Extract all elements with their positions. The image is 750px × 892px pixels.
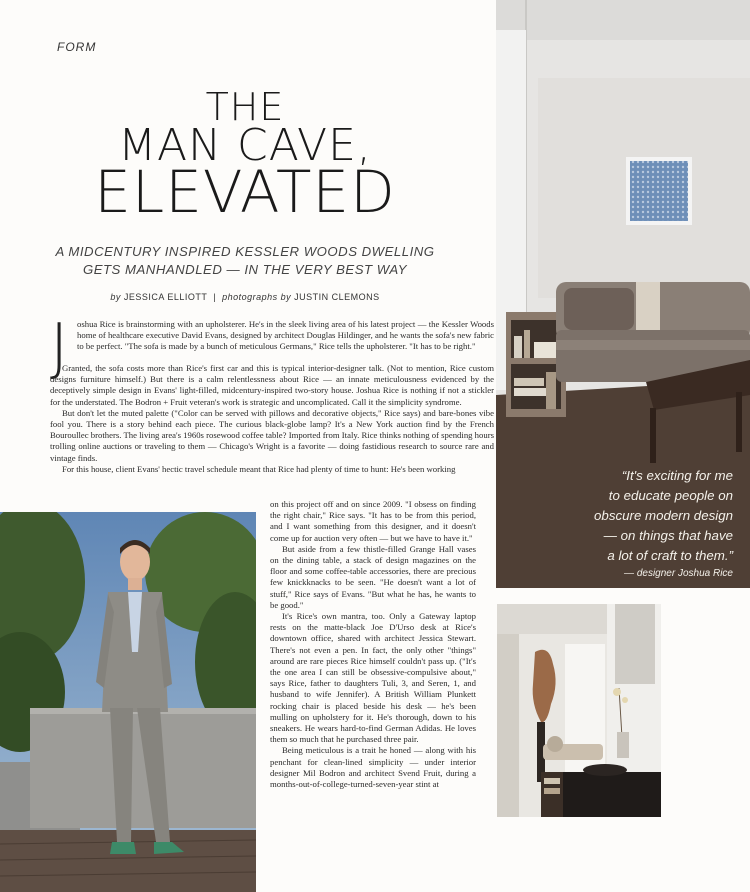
portrait-illustration (0, 512, 256, 892)
pull-quote-line-3: obscure modern design (594, 508, 733, 523)
byline-photo-label: photographs by (222, 292, 292, 302)
drop-cap: J (50, 310, 69, 383)
pull-quote-line-5: a lot of craft to them.” (607, 548, 733, 563)
byline-by: by (110, 292, 121, 302)
body-paragraph-4-continued: on this project off and on since 2009. "I obsess on finding the right chair," Rice says. "It has to be from this period, and I want something from this designer, and it doesn't come up for auction very often — but we have to have it." (270, 499, 476, 543)
body-paragraph-7: Being meticulous is a trait he honed — along with his penchant for clean-lined simplicity — under interior designer Mil Bodron and architect Svend Fruit, during a months-out-of-college-turned-seven-year stint at (270, 745, 476, 790)
deck-line-1: A MIDCENTURY INSPIRED KESSLER WOODS DWELLING (55, 244, 435, 259)
body-paragraph-4: For this house, client Evans' hectic travel schedule meant that Rice had plenty of time to hunt: He's been working (62, 463, 456, 474)
deck-line-2: GETS MANHANDLED — IN THE VERY BEST WAY (82, 262, 408, 277)
hallway-photo (497, 604, 661, 817)
byline-photographer: JUSTIN CLEMONS (294, 292, 380, 302)
byline-author: JESSICA ELLIOTT (123, 292, 208, 302)
headline-line-1: THE (205, 85, 285, 129)
body-paragraph-3: But don't let the muted palette ("Color can be served with pillows and decorative objects," Rice says) and bare-bones vibe fool you. There is a story behind each piece. The curious black-globe lamp? It's a New York auction find by the French Bouroullec brothers. The living area's 1960s rosewood coffee table? Imported from Italy. Rice thinks nothing of spending hours trolling online auctions or traveling to them — Chicago's Wright is a favorite — doing fastidious research to source rare and vintage finds. (50, 407, 494, 463)
pull-quote-line-1: “It's exciting for me (621, 468, 733, 483)
body-paragraph-6: It's Rice's own mantra, too. Only a Gateway laptop rests on the matte-black Joe D'Urso desk at Rice's downtown office, shared with architect Jessica Stewart. There's not even a pen. In fact, the only other "things" around are rare pieces Rice himself couldn't pass up. ("It's the one area I can still be obsessive-compulsive about," says Rice, father to daughters Tuli, 3, and Seren, 1, and husband to wife Jennifer). A British William Plunkett rocking chair is placed beside his desk — he's been mulling on upholstery for it. He's thorough, down to his sneakers. He wears hard-to-find German Adidas. He loves them so much that he purchased three pair. (270, 611, 476, 745)
byline-separator: | (213, 292, 217, 302)
pull-quote-attribution: — designer Joshua Rice (624, 568, 733, 579)
headline-line-3: ELEVATED (94, 158, 396, 226)
pull-quote-line-4: — on things that have (603, 528, 733, 543)
byline (40, 292, 450, 302)
body-paragraph-2: Granted, the sofa costs more than Rice's first car and this is typical interior-designer talk. (Not to mention, Rice custom designs furniture himself.) But there is a calm relentlessness about Rice — an innate meticulousness evidenced by the deceptively simple design in Evans' light-filled, midcentury-inspired two-story house. Joshua Rice is nothing if not a stickler for the understated. The Bodron + Fruit veteran's work is strategic and uncomplicated. Call it the simplicity syndrome. (50, 363, 494, 407)
portrait-photo (0, 512, 256, 892)
headline-line-2: MAN CAVE, (118, 120, 372, 171)
body-paragraph-5: But aside from a few thistle-filled Grange Hall vases on the dining table, a stack of design magazines on the floor and some coffee-table accessories, there are precious few knickknacks to be seen. "He doesn't want a lot of stuff," Rice says of Evans. "But what he has, he wants to be good." (270, 543, 476, 610)
body-copy-top (50, 310, 494, 475)
deck (40, 243, 450, 279)
body-copy-column (270, 499, 476, 790)
pull-quote-line-2: to educate people on (608, 488, 733, 503)
section-label: FORM (57, 40, 97, 54)
pull-quote (505, 466, 733, 582)
body-paragraph-1: oshua Rice is brainstorming with an upholsterer. He's in the sleek living area of his latest project — the Kessler Woods home of healthcare executive David Evans, designed by architect Douglas Hildinger, and he wants the sofa's new fabric to be perfect. "The sofa is made by a bunch of meticulous Germans," Rice tells the upholsterer. "It has to be right." (77, 319, 494, 352)
hallway-illustration (497, 604, 661, 817)
